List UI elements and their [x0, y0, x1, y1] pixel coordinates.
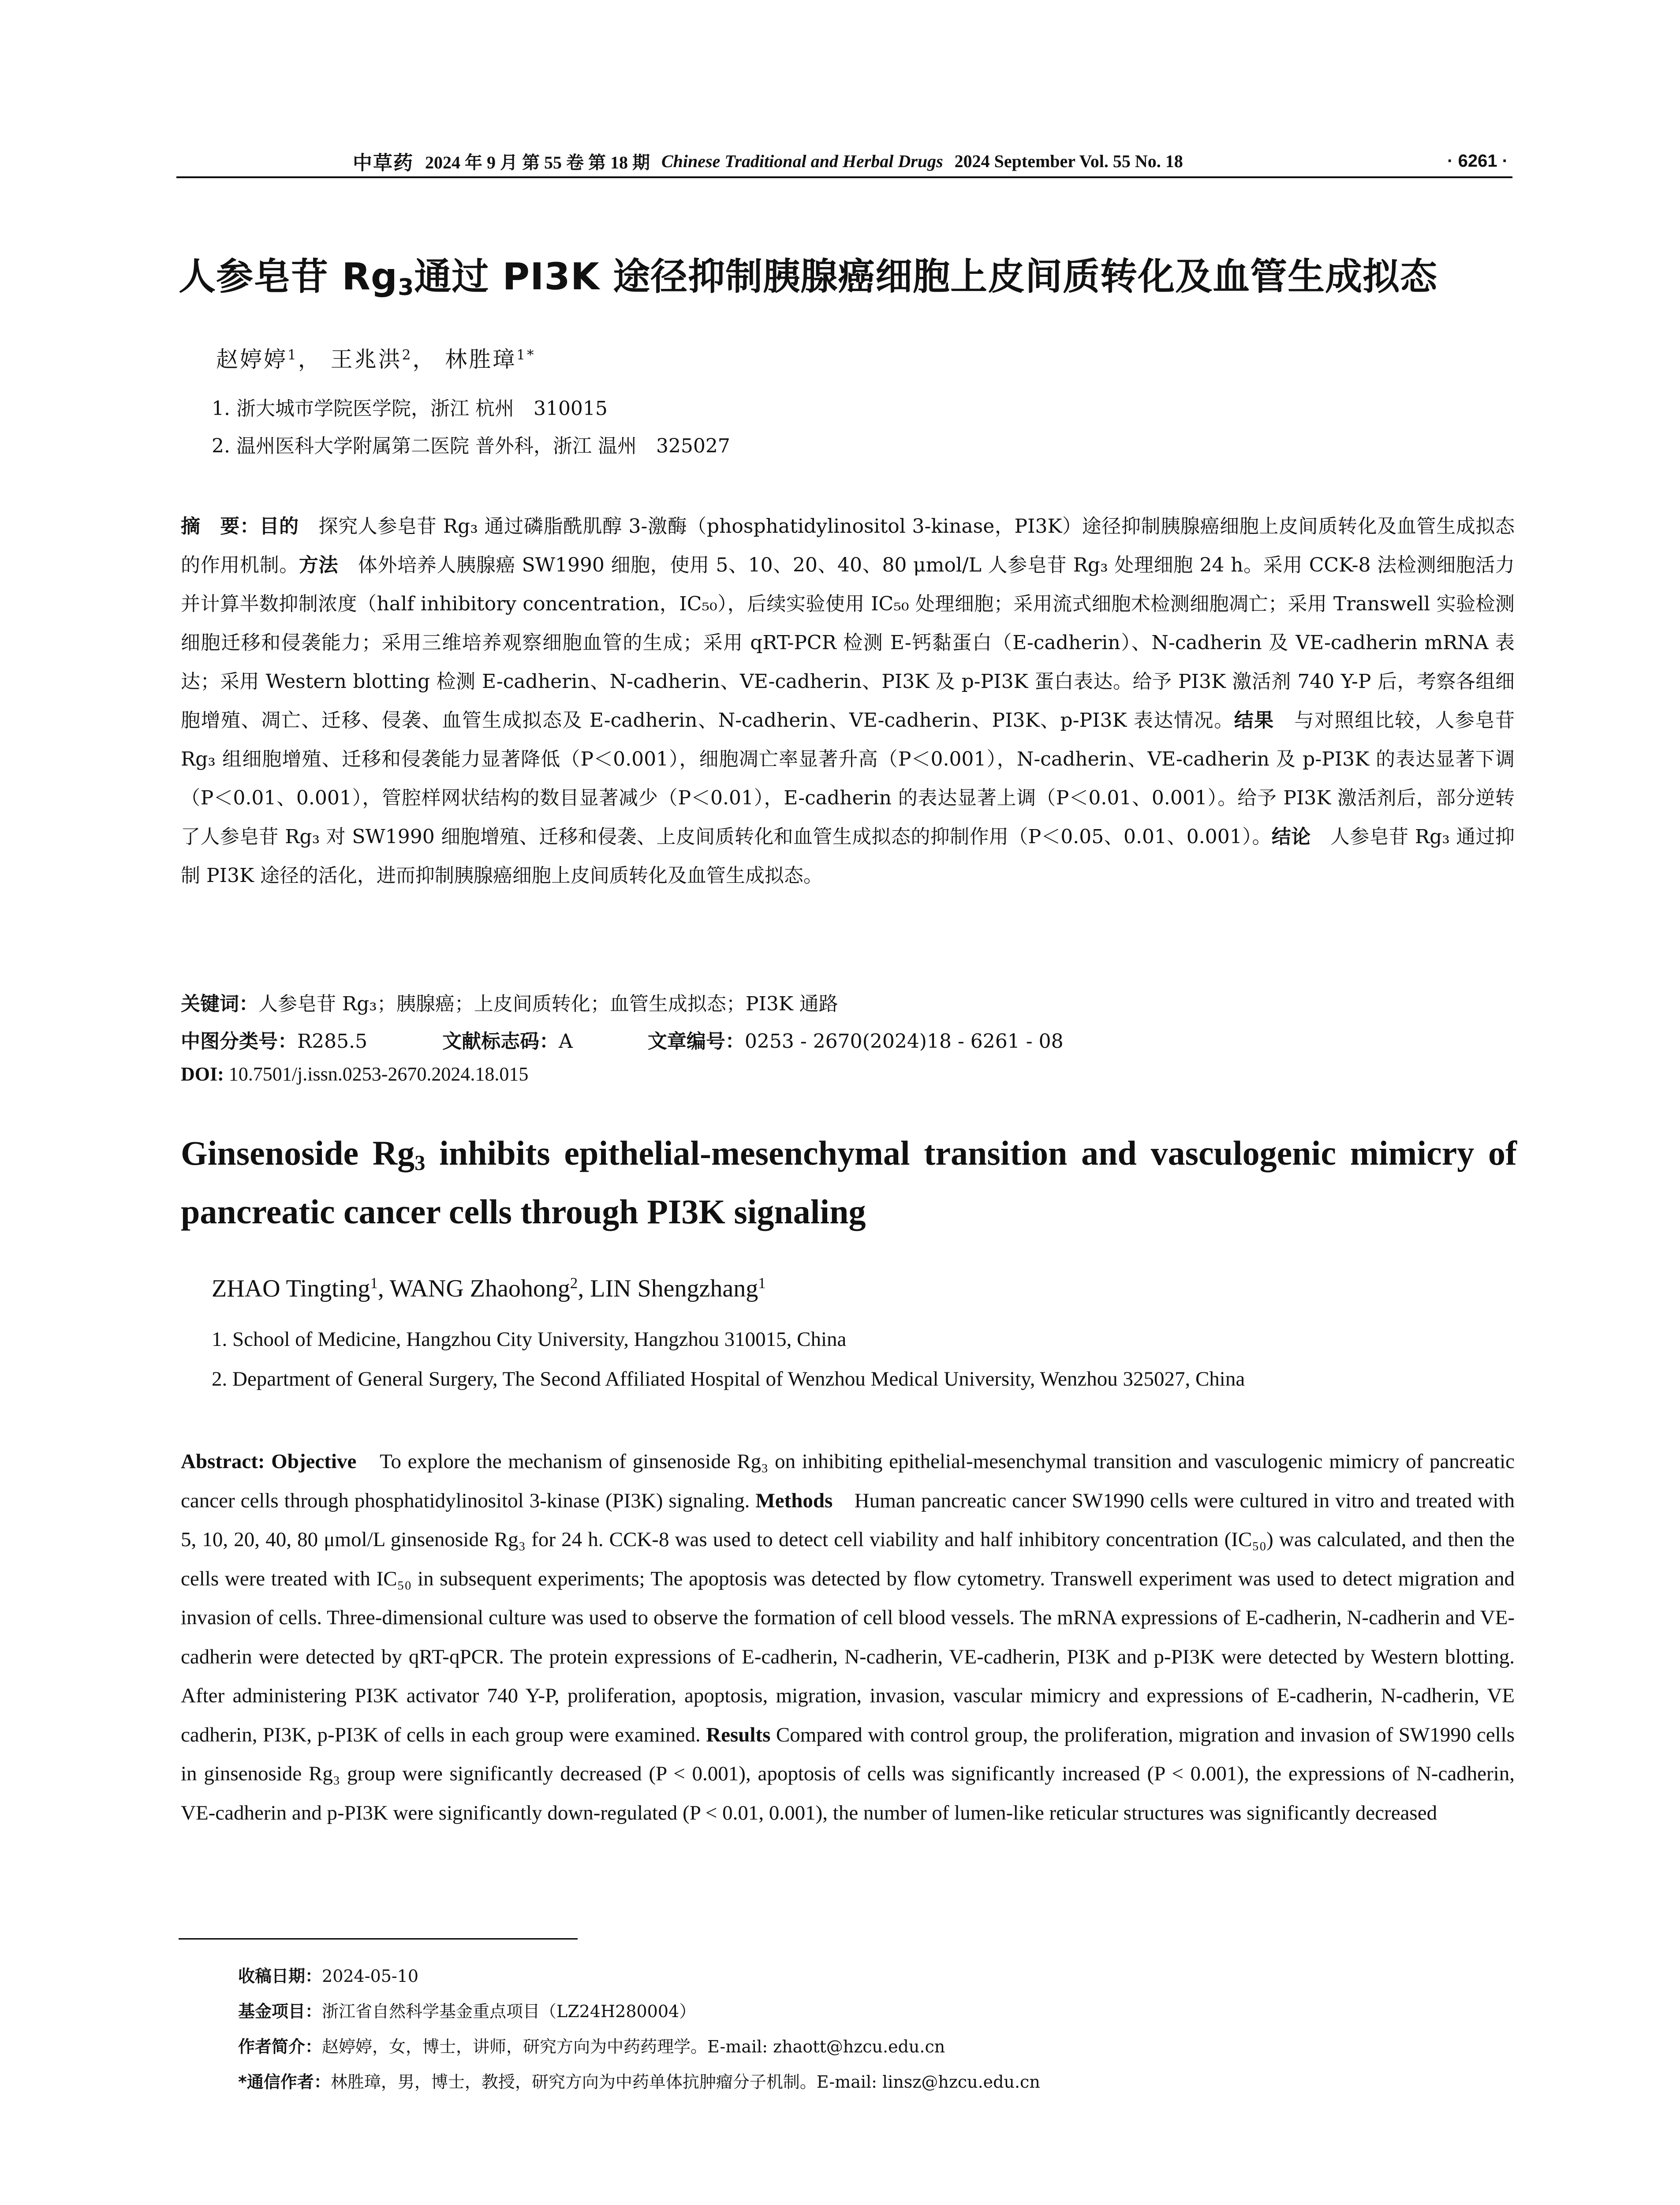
methods-text: Human pancreatic cancer SW1990 cells were cultured in vitro and treated with 5, 10, 20, 40, 80 μmol/L ginsenoside Rg₃ for 24 h. CCK-8 was used to detect cell viability and half inhibitory concentration (IC₅₀) was calculated, and then the cells were treated with IC₅₀ in subsequent experiments; The apoptosis was detected by flow cytometry. Transwell experiment was used to detect migration and invasion of cells. Three-dimensional culture was used to observe the formation of cell blood vessels. The mRNA expressions of E-cadherin, N-cadherin and VE-cadherin were detected by qRT-qPCR. The protein expressions of E-cadherin, N-cadherin, VE-cadherin, PI3K and p-PI3K were detected by Western blotting. After administering PI3K activator 740 Y-P, proliferation, apoptosis, migration, invasion, vascular mimicry and expressions of E-cadherin, N-cadherin, VE cadherin, PI3K, p-PI3K of cells in each group were examined.: [181, 1489, 1515, 1746]
journal-line: [353, 147, 1183, 175]
keywords-text: 人参皂苷 Rg₃；胰腺癌；上皮间质转化；血管生成拟态；PI3K 通路: [258, 993, 838, 1015]
abstract-label: 摘 要：: [181, 515, 260, 538]
cn-title: [179, 247, 1515, 301]
cn-authors: 赵婷婷$^1$， 王兆洪$^2$， 林胜璋$^{1*}$: [216, 347, 536, 372]
objective-label: Objective: [265, 1450, 357, 1473]
affiliation-mark: 1: [287, 347, 298, 363]
running-header: [176, 146, 1512, 178]
methods-text: 体外培养人胰腺癌 SW1990 细胞，使用 5、10、20、40、80 μmol/L 人参皂苷 Rg₃ 处理细胞 24 h。采用 CCK-8 法检测细胞活力并计算半数抑制浓度（half inhibitory concentration，IC₅₀），后续实验使用 IC₅₀ 处理细胞；采用流式细胞术检测细胞凋亡；采用 Transwell 实验检测细胞迁移和侵袭能力；采用三维培养观察细胞血管的生成；采用 qRT-PCR 检测 E-钙黏蛋白（E-cadherin）、N-cadherin 及 VE-cadherin mRNA 表达；采用 Western blotting 检测 E-cadherin、N-cadherin、VE-cadherin、PI3K 及 p-PI3K 蛋白表达。给予 PI3K 激活剂 740 Y-P 后，考察各组细胞增殖、凋亡、迁移、侵袭、血管生成拟态及 E-cadherin、N-cadherin、VE-cadherin、PI3K、p-PI3K 表达情况。: [181, 554, 1515, 732]
en-affiliation: 1. School of Medicine, Hangzhou City University, Hangzhou 310015, China: [212, 1328, 847, 1351]
footnote-label: *通信作者：: [238, 2072, 331, 2092]
footnote-label: 收稿日期：: [238, 1966, 322, 1986]
en-issue: 2024 September Vol. 55 No. 18: [954, 151, 1183, 171]
en-title-subscript: 3: [414, 1151, 426, 1175]
footnote-author-bio: [238, 2033, 945, 2057]
footnote-text: 2024-05-10: [322, 1966, 419, 1986]
doi-value: 10.7501/j.issn.0253-2670.2024.18.015: [224, 1063, 529, 1085]
footnote-corresponding: [238, 2068, 1040, 2093]
affiliation-mark: 1*: [516, 347, 536, 363]
objective-text: 探究人参皂苷 Rg₃ 通过磷脂酰肌醇 3-激酶（phosphatidylinositol 3-kinase，PI3K）途径抑制胰腺癌细胞上皮间质转化及血管生成拟态的作用机制。: [181, 515, 1515, 576]
doc-code-value: A: [559, 1030, 573, 1053]
doc-code-label: 文献标志码：: [442, 1030, 559, 1053]
en-title-part-a: Ginsenoside Rg: [181, 1134, 415, 1172]
cn-affiliation: 2. 温州医科大学附属第二医院 普外科，浙江 温州 325027: [212, 435, 730, 457]
affiliation-mark: 1: [758, 1274, 766, 1292]
objective-label: 目的: [259, 515, 299, 538]
methods-label: 方法: [299, 554, 339, 576]
page-number: · 6261 ·: [1447, 151, 1508, 171]
en-title: [181, 1129, 1517, 1236]
en-abstract: [181, 1442, 1515, 1832]
cn-title-part-b: 通过 PI3K 途径抑制胰腺癌细胞上皮间质转化及血管生成拟态: [414, 255, 1438, 298]
en-journal-name: Chinese Traditional and Herbal Drugs: [661, 151, 943, 171]
results-text: Compared with control group, the proliferation, migration and invasion of SW1990 cells in ginsenoside Rg₃ group were significantly decreased (P < 0.001), apoptosis of cells was significantly increased (P < 0.001), the expressions of N-cadherin, VE-cadherin and p-PI3K were significantly down-regulated (P < 0.01, 0.001), the number of lumen-like reticular structures was significantly decreased: [181, 1723, 1515, 1824]
doi-label: DOI:: [181, 1063, 224, 1085]
conclusion-label: 结论: [1271, 826, 1311, 848]
article-no-label: 文章编号：: [647, 1030, 745, 1053]
footnote-label: 作者简介：: [238, 2037, 322, 2056]
footnote-text: 浙江省自然科学基金重点项目（LZ24H280004）: [322, 2002, 696, 2021]
cn-affiliation: 1. 浙大城市学院医学院，浙江 杭州 310015: [212, 397, 608, 420]
clc-label: 中图分类号：: [181, 1030, 297, 1053]
en-author: WANG Zhaohong: [389, 1275, 570, 1302]
results-label: 结果: [1234, 709, 1274, 732]
results-label: Results: [706, 1723, 771, 1746]
results-text: 与对照组比较，人参皂苷 Rg₃ 组细胞增殖、迁移和侵袭能力显著降低（P＜0.001），细胞凋亡率显著升高（P＜0.001），N-cadherin、VE-cadherin 及 p-PI3K 的表达显著下调（P＜0.01、0.001），管腔样网状结构的数目显著减少（P＜0.01），E-cadherin 的表达显著上调（P＜0.01、0.001）。给予 PI3K 激活剂后，部分逆转了人参皂苷 Rg₃ 对 SW1990 细胞增殖、迁移和侵袭、上皮间质转化和血管生成拟态的抑制作用（P＜0.05、0.01、0.001）。: [181, 709, 1515, 848]
abstract-label: Abstract:: [181, 1450, 265, 1473]
cn-author: 王兆洪: [330, 347, 402, 372]
cn-title-subscript: 3: [398, 274, 414, 301]
footnote-text: 林胜璋，男，博士，教授，研究方向为中药单体抗肿瘤分子机制。E-mail: linsz@hzcu.edu.cn: [330, 2072, 1040, 2092]
journal-logo: 中草药: [353, 152, 414, 174]
objective-text: To explore the mechanism of ginsenoside Rg₃ on inhibiting epithelial-mesenchymal transition and vasculogenic mimicry of pancreatic cancer cells through phosphatidylinositol 3-kinase (PI3K) signaling.: [181, 1450, 1515, 1512]
en-authors: ZHAO Tingting$^1$, WANG Zhaohong$^2$, LIN Shengzhang$^1$: [212, 1274, 766, 1302]
article-no-value: 0253 - 2670(2024)18 - 6261 - 08: [744, 1030, 1064, 1053]
doi-line: [181, 1063, 528, 1085]
footnote-divider: [179, 1938, 578, 1940]
cn-keywords: [181, 988, 838, 1016]
cn-author: 林胜璋: [445, 347, 517, 372]
conclusion-text: 人参皂苷 Rg₃ 通过抑制 PI3K 途径的活化，进而抑制胰腺癌细胞上皮间质转化及血管生成拟态。: [181, 826, 1515, 887]
keywords-label: 关键词：: [181, 993, 258, 1015]
en-author: LIN Shengzhang: [590, 1275, 758, 1302]
clc-value: R285.5: [297, 1030, 368, 1053]
en-affiliation: 2. Department of General Surgery, The Second Affiliated Hospital of Wenzhou Medical University, Wenzhou 325027, China: [212, 1368, 1245, 1390]
en-title-part-b: inhibits epithelial-mesenchymal transition and vasculogenic mimicry of pancreatic cancer cells through PI3K signaling: [181, 1134, 1517, 1231]
classification-line: [181, 1025, 1064, 1054]
cn-author: 赵婷婷: [216, 347, 287, 372]
footnote-label: 基金项目：: [238, 2002, 322, 2021]
affiliation-mark: 1: [370, 1274, 378, 1292]
affiliation-mark: 2: [570, 1274, 578, 1292]
affiliation-mark: 2: [402, 347, 413, 363]
cn-title-part-a: 人参皂苷 Rg: [179, 255, 398, 298]
cn-issue: 2024 年 9 月 第 55 卷 第 18 期: [425, 152, 650, 172]
footnote-text: 赵婷婷，女，博士，讲师，研究方向为中药药理学。E-mail: zhaott@hzcu.edu.cn: [322, 2037, 945, 2056]
footnote-received: [238, 1962, 418, 1987]
cn-abstract: [181, 507, 1515, 895]
methods-label: Methods: [755, 1489, 833, 1512]
footnote-funding: [238, 1998, 696, 2022]
en-author: ZHAO Tingting: [212, 1275, 370, 1302]
